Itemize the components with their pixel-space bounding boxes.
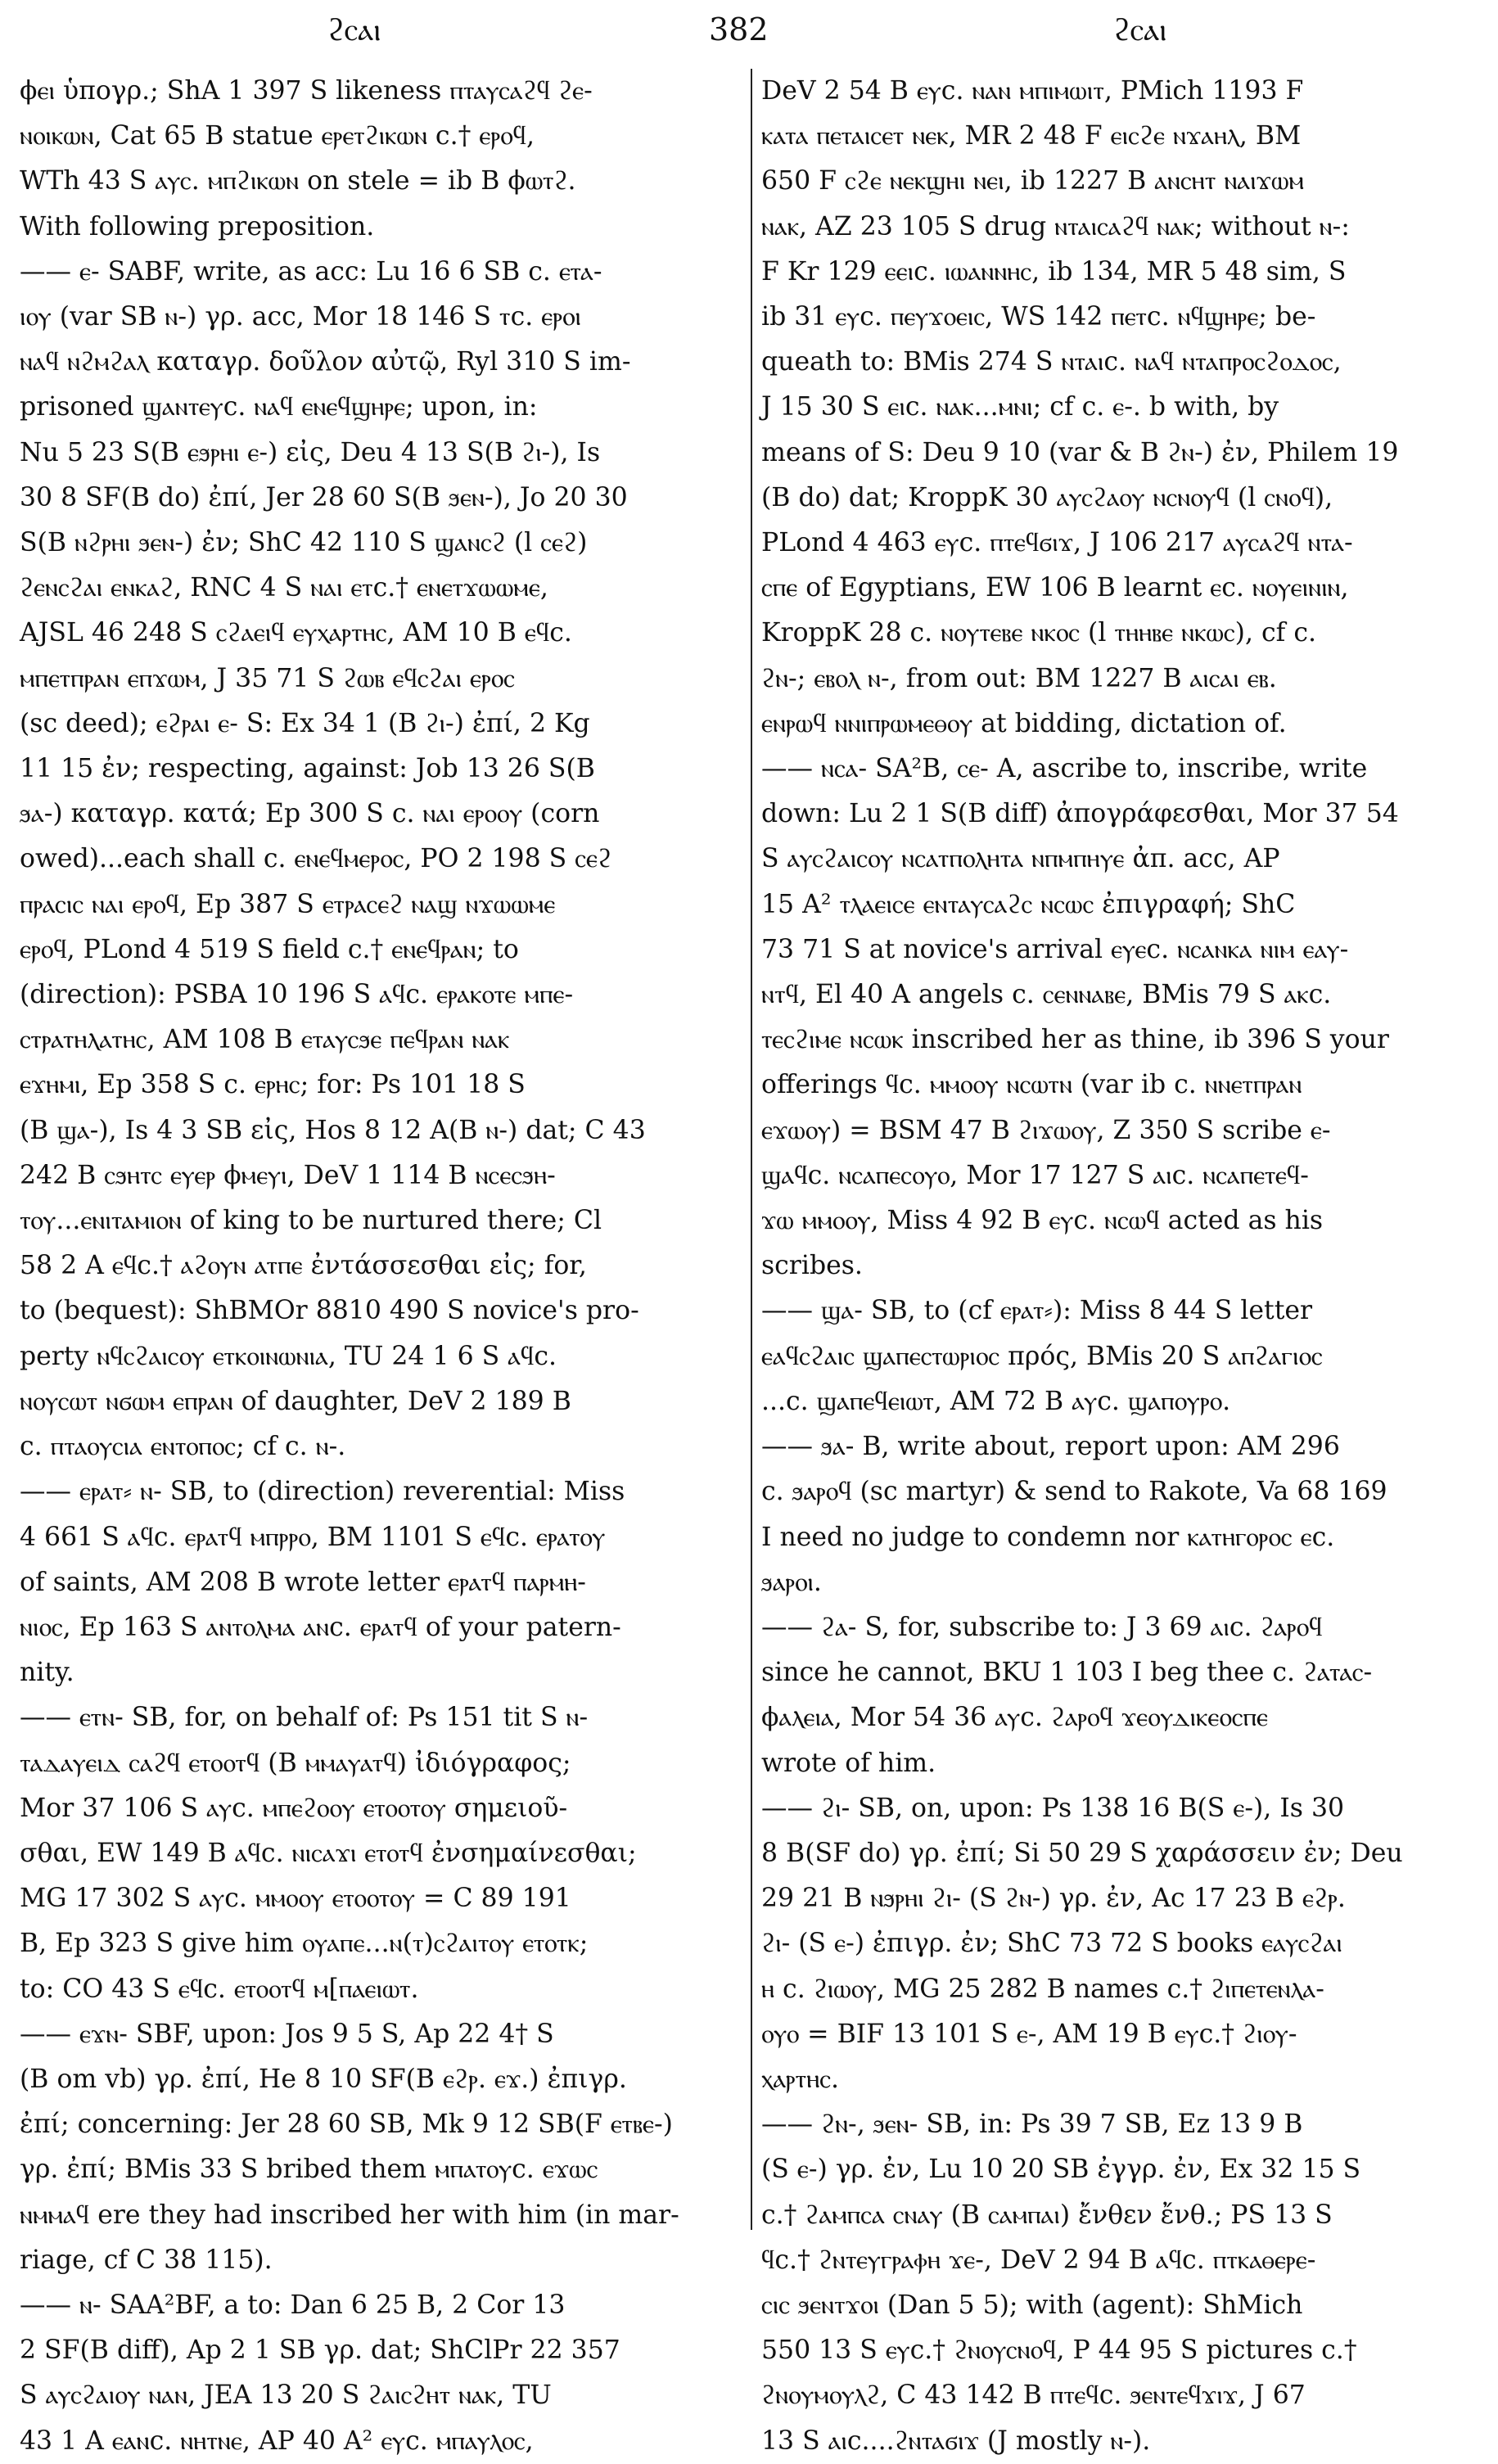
entry-line: ⲏ c. ϩⲓⲱⲟⲩ, MG 25 282 B names c.† ϩⲓⲡⲉⲧⲉⲛⲗⲁ- bbox=[761, 1974, 1324, 2004]
entry-line: 30 8 SF(B do) ἐπί, Jer 28 60 S(B ϧⲉⲛ-), Jo 20 30 bbox=[20, 482, 628, 512]
entry-line: I need no judge to condemn nor ⲕⲁⲧⲏⲅⲟⲣⲟⲥ ⲉc. bbox=[761, 1522, 1335, 1552]
entry-line: ϕⲉⲓ ὑπογρ.; ShA 1 397 S likeness ⲡⲧⲁⲩⲥⲁϩϥ ϩⲉ- bbox=[20, 76, 593, 106]
entry-line: 15 A² ⲧⲗⲁⲉⲓⲥⲉ ⲉⲛⲧⲁⲩⲥⲁϩⲥ ⲛⲥⲱⲥ ἐπιγραφή; ShC bbox=[761, 889, 1296, 919]
entry-line: 650 F ⲥϩⲉ ⲛⲉⲕϣⲏⲓ ⲛⲉⲓ, ib 1227 B ⲁⲛⲥⲏⲧ ⲛⲁⲓϫⲱⲙ bbox=[761, 166, 1304, 196]
entry-line: 550 13 S ⲉⲩc.† ϩⲛⲟⲩⲥⲛⲟϥ, P 44 95 S pictures c.† bbox=[761, 2335, 1357, 2366]
entry-line: PLond 4 463 ⲉⲩc. ⲡⲧⲉϥϭⲓϫ, J 106 217 ⲁⲩⲥⲁϩϥ ⲛⲧⲁ- bbox=[761, 528, 1353, 558]
entry-line: ⲉϫⲏⲙⲓ, Ep 358 S c. ⲉⲣⲏⲥ; for: Ps 101 18 S bbox=[20, 1070, 526, 1100]
entry-line: means of S: Deu 9 10 (var & B ϩⲛ-) ἐν, Philem 19 bbox=[761, 437, 1399, 467]
entry-line: ⲛⲟⲓⲕⲱⲛ, Cat 65 B statue ⲉⲣⲉⲧϩⲓⲕⲱⲛ c.† ⲉⲣⲟϥ, bbox=[20, 121, 535, 151]
entry-line: ϧⲁⲣⲟⲓ. bbox=[761, 1567, 822, 1597]
entry-line: c. ⲡⲧⲁⲟⲩⲥⲓⲁ ⲉⲛⲧⲟⲡⲟⲥ; cf c. ⲛ-. bbox=[20, 1432, 346, 1462]
entry-line: (sc deed); ⲉϩⲣⲁⲓ ⲉ- S: Ex 34 1 (B ϩⲓ-) ἐπί, 2 Kg bbox=[20, 708, 590, 738]
page-number: 382 bbox=[709, 11, 769, 47]
entry-line: —— ⲉϫⲛ- SBF, upon: Jos 9 5 S, Ap 22 4† S bbox=[20, 2019, 554, 2049]
running-head-right: ϩⲥⲁⲓ bbox=[1113, 11, 1167, 47]
entry-line: (B ϣⲁ-), Is 4 3 SB εἰς, Hos 8 12 A(B ⲛ-) dat; C 43 bbox=[20, 1115, 646, 1145]
entry-line: c.† ϩⲁⲙⲡⲥⲁ ⲥⲛⲁⲩ (B ⲥⲁⲙⲡⲁⲓ) ἔνθεν ἔνθ.; PS 13 S bbox=[761, 2200, 1333, 2230]
entry-line: ⲛⲙⲙⲁϥ ere they had inscribed her with him (in mar- bbox=[20, 2200, 679, 2230]
entry-line: ⲉⲁϥⲥϩⲁⲓⲥ ϣⲁⲡⲉⲥⲧⲱⲣⲓⲟⲥ πρός, BMis 20 S ⲁⲡϩⲁⲅⲓⲟⲥ bbox=[761, 1341, 1323, 1371]
page-header bbox=[0, 7, 1498, 59]
entry-line: ⲧⲟⲩ...ⲉⲛⲓⲧⲁⲙⲓⲟⲛ of king to be nurtured there; Cl bbox=[20, 1206, 602, 1236]
entry-line: AJSL 46 248 S ⲥϩⲁⲉⲓϥ ⲉⲩⲭⲁⲣⲧⲏⲥ, AM 10 B ⲉϥc. bbox=[20, 618, 572, 648]
entry-line: ⲛⲧϥ, El 40 A angels c. ⲥⲉⲛⲛⲁⲃⲉ, BMis 79 S ⲁⲕc. bbox=[761, 980, 1332, 1010]
entry-line: 4 661 S ⲁϥc. ⲉⲣⲁⲧϥ ⲙⲡⲣⲣⲟ, BM 1101 S ⲉϥc. ⲉⲣⲁⲧⲟⲩ bbox=[20, 1522, 606, 1552]
entry-line: S(B ⲛϩⲣⲏⲓ ϧⲉⲛ-) ἐν; ShC 42 110 S ϣⲁⲛⲥϩ (l ⲥⲉϩ) bbox=[20, 528, 588, 558]
entry-line: —— ⲉ- SABF, write, as acc: Lu 16 6 SB c. ⲉⲧⲁ- bbox=[20, 256, 602, 287]
entry-line: —— ⲉⲧⲛ- SB, for, on behalf of: Ps 151 tit S ⲛ- bbox=[20, 1703, 589, 1733]
entry-line: ⲭⲁⲣⲧⲏⲥ. bbox=[761, 2064, 840, 2094]
entry-line: owed)...each shall c. ⲉⲛⲉϥⲙⲉⲣⲟⲥ, PO 2 198 S ⲥⲉϩ bbox=[20, 844, 612, 874]
entry-line: ⲉⲣⲟϥ, PLond 4 519 S field c.† ⲉⲛⲉϥⲣⲁⲛ; to bbox=[20, 934, 519, 964]
entry-line: 73 71 S at novice's arrival ⲉⲩⲉc. ⲛⲥⲁⲛⲕⲁ ⲛⲓⲙ ⲉⲁⲩ- bbox=[761, 934, 1349, 964]
entry-line: ⲛⲓⲟⲥ, Ep 163 S ⲁⲛⲧⲟⲗⲙⲁ ⲁⲛc. ⲉⲣⲁⲧϥ of your patern- bbox=[20, 1612, 621, 1642]
entry-line: (B om vb) γρ. ἐπί, He 8 10 SF(B ⲉϩⲣ. ⲉϫ.) ἐπιγρ. bbox=[20, 2064, 627, 2094]
entry-line: ϩⲛ-; ⲉⲃⲟⲗ ⲛ-, from out: BM 1227 B ⲁⲓⲥⲁⲓ ⲉⲃ. bbox=[761, 663, 1277, 693]
right-column bbox=[761, 69, 1482, 2456]
entry-line: B, Ep 323 S give him ⲟⲩⲁⲡⲉ...ⲛ(ⲧ)ⲥϩⲁⲓⲧⲟⲩ ⲉⲧⲟⲧⲕ; bbox=[20, 1929, 589, 1959]
entry-line: S ⲁⲩⲥϩⲁⲓⲟⲩ ⲛⲁⲛ, JEA 13 20 S ϩⲁⲓⲥϩⲏⲧ ⲛⲁⲕ, TU bbox=[20, 2381, 552, 2411]
entry-line: 2 SF(B diff), Ap 2 1 SB γρ. dat; ShClPr 22 357 bbox=[20, 2335, 620, 2366]
entry-line: ...c. ϣⲁⲡⲉϥⲉⲓⲱⲧ, AM 72 B ⲁⲩc. ϣⲁⲡⲟⲩⲣⲟ. bbox=[761, 1386, 1231, 1416]
entry-line: to (bequest): ShBMOr 8810 490 S novice's pro- bbox=[20, 1296, 639, 1326]
entry-line: queath to: BMis 274 S ⲛⲧⲁⲓc. ⲛⲁϥ ⲛⲧⲁⲡⲣⲟⲥϩⲟⲇⲟⲥ, bbox=[761, 347, 1342, 377]
entry-line: 29 21 B ⲛϧⲣⲏⲓ ϩⲓ- (S ϩⲛ-) γρ. ἐν, Ac 17 23 B ⲉϩⲣ. bbox=[761, 1884, 1346, 1914]
entry-line: ⲥⲧⲣⲁⲧⲏⲗⲁⲧⲏⲥ, AM 108 B ⲉⲧⲁⲩⲥϧⲉ ⲡⲉϥⲣⲁⲛ ⲛⲁⲕ bbox=[20, 1025, 510, 1055]
entry-line: 13 S ⲁⲓc....ϩⲛⲧⲁϭⲓϫ (J mostly ⲛ-). bbox=[761, 2426, 1151, 2456]
entry-line: since he cannot, BKU 1 103 I beg thee c. ϩⲁⲧⲁⲥ- bbox=[761, 1658, 1373, 1688]
entry-line: (S ⲉ-) γρ. ἐν, Lu 10 20 SB ἐγγρ. ἐν, Ex 32 15 S bbox=[761, 2155, 1361, 2185]
entry-line: offerings ϥc. ⲙⲙⲟⲟⲩ ⲛⲥⲱⲧⲛ (var ib c. ⲛⲛⲉⲧⲡⲣⲁⲛ bbox=[761, 1070, 1302, 1100]
entry-line: 58 2 A ⲉϥc.† ⲁϩⲟⲩⲛ ⲁⲧⲡⲉ ἐντάσσεσθαι εἰς; for, bbox=[20, 1251, 587, 1281]
entry-line: MG 17 302 S ⲁⲩc. ⲙⲙⲟⲟⲩ ⲉⲧⲟⲟⲧⲟⲩ = C 89 191 bbox=[20, 1884, 571, 1914]
entry-line: c. ϧⲁⲣⲟϥ (sc martyr) & send to Rakote, Va 68 169 bbox=[761, 1477, 1387, 1507]
entry-line: σθαι, EW 149 B ⲁϥc. ⲛⲓⲥⲁϫⲓ ⲉⲧⲟⲧϥ ἐνσημαίνεσθαι; bbox=[20, 1838, 637, 1868]
entry-line: ⲛⲁϥ ⲛϩⲙϩⲁⲗ καταγρ. δοῦλον αὐτῷ, Ryl 310 S im- bbox=[20, 347, 631, 377]
entry-line: ⲥⲓⲥ ϧⲉⲛⲧϫⲟⲓ (Dan 5 5); with (agent): ShMich bbox=[761, 2290, 1303, 2320]
column-divider bbox=[751, 69, 752, 2230]
entry-line: down: Lu 2 1 S(B diff) ἀπογράφεσθαι, Mor 37 54 bbox=[761, 799, 1399, 829]
entry-line: ϩⲛⲟⲩⲙⲟⲩⲗϩ, C 43 142 B ⲡⲧⲉϥc. ϧⲉⲛⲧⲉϥϫⲓϫ, J 67 bbox=[761, 2381, 1306, 2411]
entry-line: of saints, AM 208 B wrote letter ⲉⲣⲁⲧϥ ⲡⲁⲣⲙⲏ- bbox=[20, 1567, 586, 1597]
entry-line: ϥc.† ϩⲛⲧⲉⲩⲅⲣⲁⲫⲏ ϫⲉ-, DeV 2 94 B ⲁϥc. ⲡⲧⲕⲁⲑⲉⲣⲉ- bbox=[761, 2245, 1316, 2275]
entry-line: With following preposition. bbox=[20, 211, 375, 241]
entry-line: ϧⲁ-) καταγρ. κατά; Ep 300 S c. ⲛⲁⲓ ⲉⲣⲟⲟⲩ (corn bbox=[20, 799, 600, 829]
entry-line: to: CO 43 S ⲉϥc. ⲉⲧⲟⲟⲧϥ ⲙ[ⲡⲁⲉⲓⲱⲧ. bbox=[20, 1974, 419, 2004]
running-head-left: ϩⲥⲁⲓ bbox=[327, 11, 381, 47]
entry-line: Mor 37 106 S ⲁⲩc. ⲙⲡⲉϩⲟⲟⲩ ⲉⲧⲟⲟⲧⲟⲩ σημειοῦ- bbox=[20, 1793, 568, 1823]
entry-line: γρ. ἐπί; BMis 33 S bribed them ⲙⲡⲁⲧⲟⲩc. ⲉϫⲱⲥ bbox=[20, 2155, 598, 2185]
entry-line: —— ϧⲁ- B, write about, report upon: AM 296 bbox=[761, 1432, 1340, 1462]
entry-line: prisoned ϣⲁⲛⲧⲉⲩc. ⲛⲁϥ ⲉⲛⲉϥϣⲏⲣⲉ; upon, in: bbox=[20, 392, 538, 422]
entry-line: ⲡⲣⲁⲥⲓⲥ ⲛⲁⲓ ⲉⲣⲟϥ, Ep 387 S ⲉⲧⲣⲁⲥⲉϩ ⲛⲁϣ ⲛϫⲱⲱⲙⲉ bbox=[20, 889, 556, 919]
entry-line: ⲛⲁⲕ, AZ 23 105 S drug ⲛⲧⲁⲓⲥⲁϩϥ ⲛⲁⲕ; without ⲛ-: bbox=[761, 211, 1350, 241]
entry-line: ⲕⲁⲧⲁ ⲡⲉⲧⲁⲓⲥⲉⲧ ⲛⲉⲕ, MR 2 48 F ⲉⲓⲥϩⲉ ⲛϫⲁⲏⲗ, BM bbox=[761, 121, 1302, 151]
entry-line: 242 B ⲥϧⲏⲧⲥ ⲉⲩⲉⲣ ϕⲙⲉⲩⲓ, DeV 1 114 B ⲛⲥⲉⲥϧⲏ- bbox=[20, 1160, 556, 1190]
entry-line: ϫⲱ ⲙⲙⲟⲟⲩ, Miss 4 92 B ⲉⲩc. ⲛⲥⲱϥ acted as his bbox=[761, 1206, 1324, 1236]
entry-line: ⲧⲁⲇⲁⲩⲉⲓⲇ ⲥⲁϩϥ ⲉⲧⲟⲟⲧϥ (B ⲙⲙⲁⲩⲁⲧϥ) ἰδιόγραφος; bbox=[20, 1748, 571, 1778]
entry-line: DeV 2 54 B ⲉⲩc. ⲛⲁⲛ ⲙⲡⲓⲙⲱⲓⲧ, PMich 1193 F bbox=[761, 76, 1304, 106]
entry-line: (direction): PSBA 10 196 S ⲁϥc. ⲉⲣⲁⲕⲟⲧⲉ ⲙⲡⲉ- bbox=[20, 980, 574, 1010]
entry-line: ἐπί; concerning: Jer 28 60 SB, Mk 9 12 SB(F ⲉⲧⲃⲉ-) bbox=[20, 2110, 673, 2140]
entry-line: KroppK 28 c. ⲛⲟⲩⲧⲉⲃⲉ ⲛⲕⲟⲥ (l ⲧⲏⲏⲃⲉ ⲛⲕⲱⲥ), cf c. bbox=[761, 618, 1316, 648]
left-column bbox=[20, 69, 740, 2456]
entry-line: —— ϩⲛ-, ϧⲉⲛ- SB, in: Ps 39 7 SB, Ez 13 9 B bbox=[761, 2110, 1303, 2140]
entry-line: ⲉⲛⲣⲱϥ ⲛⲛⲓⲡⲣⲱⲙⲉⲑⲟⲩ at bidding, dictation of. bbox=[761, 708, 1287, 738]
entry-line: 11 15 ἐν; respecting, against: Job 13 26 S(B bbox=[20, 754, 595, 784]
entry-line: ⲧⲉⲥϩⲓⲙⲉ ⲛⲥⲱⲕ inscribed her as thine, ib 396 S your bbox=[761, 1025, 1389, 1055]
entry-line: Nu 5 23 S(B ⲉϧⲣⲏⲓ ⲉ-) εἰς, Deu 4 13 S(B ϩⲓ-), Is bbox=[20, 437, 601, 467]
entry-line: —— ⲉⲣⲁⲧ⸗ ⲛ- SB, to (direction) reverential: Miss bbox=[20, 1477, 625, 1507]
entry-line: ⲙⲡⲉⲧⲡⲣⲁⲛ ⲉⲡϫⲱⲙ, J 35 71 S ϩⲱⲃ ⲉϥⲥϩⲁⲓ ⲉⲣⲟⲥ bbox=[20, 663, 515, 693]
entry-line: riage, cf C 38 115). bbox=[20, 2245, 273, 2275]
entry-line: ϩⲓ- (S ⲉ-) ἐπιγρ. ἐν; ShC 73 72 S books ⲉⲁⲩⲥϩⲁⲓ bbox=[761, 1929, 1342, 1959]
entry-line: ⲥⲡⲉ of Egyptians, EW 106 B learnt ⲉc. ⲛⲟⲩⲉⲓⲛⲓⲛ, bbox=[761, 573, 1349, 603]
entry-line: scribes. bbox=[761, 1251, 863, 1281]
entry-line: WTh 43 S ⲁⲩⲥ. ⲙⲡϩⲓⲕⲱⲛ on stele = ib B ϕⲱⲧϩ. bbox=[20, 166, 576, 196]
entry-line: —— ⲛ- SAA²BF, a to: Dan 6 25 B, 2 Cor 13 bbox=[20, 2290, 566, 2320]
entry-line: 43 1 A ⲉⲁⲛc. ⲛⲏⲧⲛⲉ, AP 40 A² ⲉⲩc. ⲙⲡⲁⲩⲗⲟⲥ, bbox=[20, 2426, 534, 2456]
entry-line: wrote of him. bbox=[761, 1748, 936, 1778]
entry-line: ϣⲁϥc. ⲛⲥⲁⲡⲉⲥⲟⲩⲟ, Mor 17 127 S ⲁⲓc. ⲛⲥⲁⲡⲉⲧⲉϥ- bbox=[761, 1160, 1309, 1190]
entry-line: perty ⲛϥⲥϩⲁⲓⲥⲟⲩ ⲉⲧⲕⲟⲓⲛⲱⲛⲓⲁ, TU 24 1 6 S ⲁϥc. bbox=[20, 1341, 557, 1371]
entry-line: F Kr 129 ⲉⲉⲓc. ⲓⲱⲁⲛⲛⲏⲥ, ib 134, MR 5 48 sim, S bbox=[761, 256, 1347, 287]
entry-line: ⲛⲟⲩⲥⲱⲧ ⲛϭⲱⲙ ⲉⲡⲣⲁⲛ of daughter, DeV 2 189 B bbox=[20, 1386, 571, 1416]
entry-line: J 15 30 S ⲉⲓc. ⲛⲁⲕ...ⲙⲛⲓ; cf c. ⲉ-. b with, by bbox=[761, 392, 1279, 422]
entry-line: ⲉϫⲱⲟⲩ) = BSM 47 B ϩⲓϫⲱⲟⲩ, Z 350 S scribe ⲉ- bbox=[761, 1115, 1331, 1145]
entry-line: ⲓⲟⲩ (var SB ⲛ-) γρ. acc, Mor 18 146 S ⲧc. ⲉⲣⲟⲓ bbox=[20, 302, 581, 332]
entry-line: ϩⲉⲛⲥϩⲁⲓ ⲉⲛⲕⲁϩ, RNC 4 S ⲛⲁⲓ ⲉⲧc.† ⲉⲛⲉⲧϫⲱⲱⲙⲉ, bbox=[20, 573, 548, 603]
entry-line: ib 31 ⲉⲩc. ⲡⲉⲩϫⲟⲉⲓⲥ, WS 142 ⲡⲉⲧc. ⲛϥϣⲏⲣⲉ; be- bbox=[761, 302, 1316, 332]
entry-line: ⲟⲩⲟ = BIF 13 101 S ⲉ-, AM 19 B ⲉⲩc.† ϩⲓⲟⲩ- bbox=[761, 2019, 1297, 2049]
entry-line: —— ⲛⲥⲁ- SA²B, ⲥⲉ- A, ascribe to, inscribe, write bbox=[761, 754, 1368, 784]
entry-line: ϕⲁⲗⲉⲓⲁ, Mor 54 36 ⲁⲩc. ϩⲁⲣⲟϥ ϫⲉⲟⲩⲇⲓⲕⲉⲟⲥⲡⲉ bbox=[761, 1703, 1269, 1733]
entry-line: 8 B(SF do) γρ. ἐπί; Si 50 29 S χαράσσειν ἐν; Deu bbox=[761, 1838, 1403, 1868]
entry-line: S ⲁⲩⲥϩⲁⲓⲥⲟⲩ ⲛⲥⲁⲧⲡⲟⲗⲏⲧⲁ ⲛⲡⲙⲡⲏⲩⲉ ἀπ. acc, AP bbox=[761, 844, 1280, 874]
entry-line: —— ϩⲓ- SB, on, upon: Ps 138 16 B(S ⲉ-), Is 30 bbox=[761, 1793, 1345, 1823]
entry-line: (B do) dat; KroppK 30 ⲁⲩⲥϩⲁⲟⲩ ⲛⲥⲛⲟⲩϥ (l ⲥⲛⲟϥ), bbox=[761, 482, 1333, 512]
entry-line: —— ϩⲁ- S, for, subscribe to: J 3 69 ⲁⲓc. ϩⲁⲣⲟϥ bbox=[761, 1612, 1323, 1642]
entry-line: —— ϣⲁ- SB, to (cf ⲉⲣⲁⲧ⸗): Miss 8 44 S letter bbox=[761, 1296, 1313, 1326]
entry-line: nity. bbox=[20, 1658, 74, 1688]
